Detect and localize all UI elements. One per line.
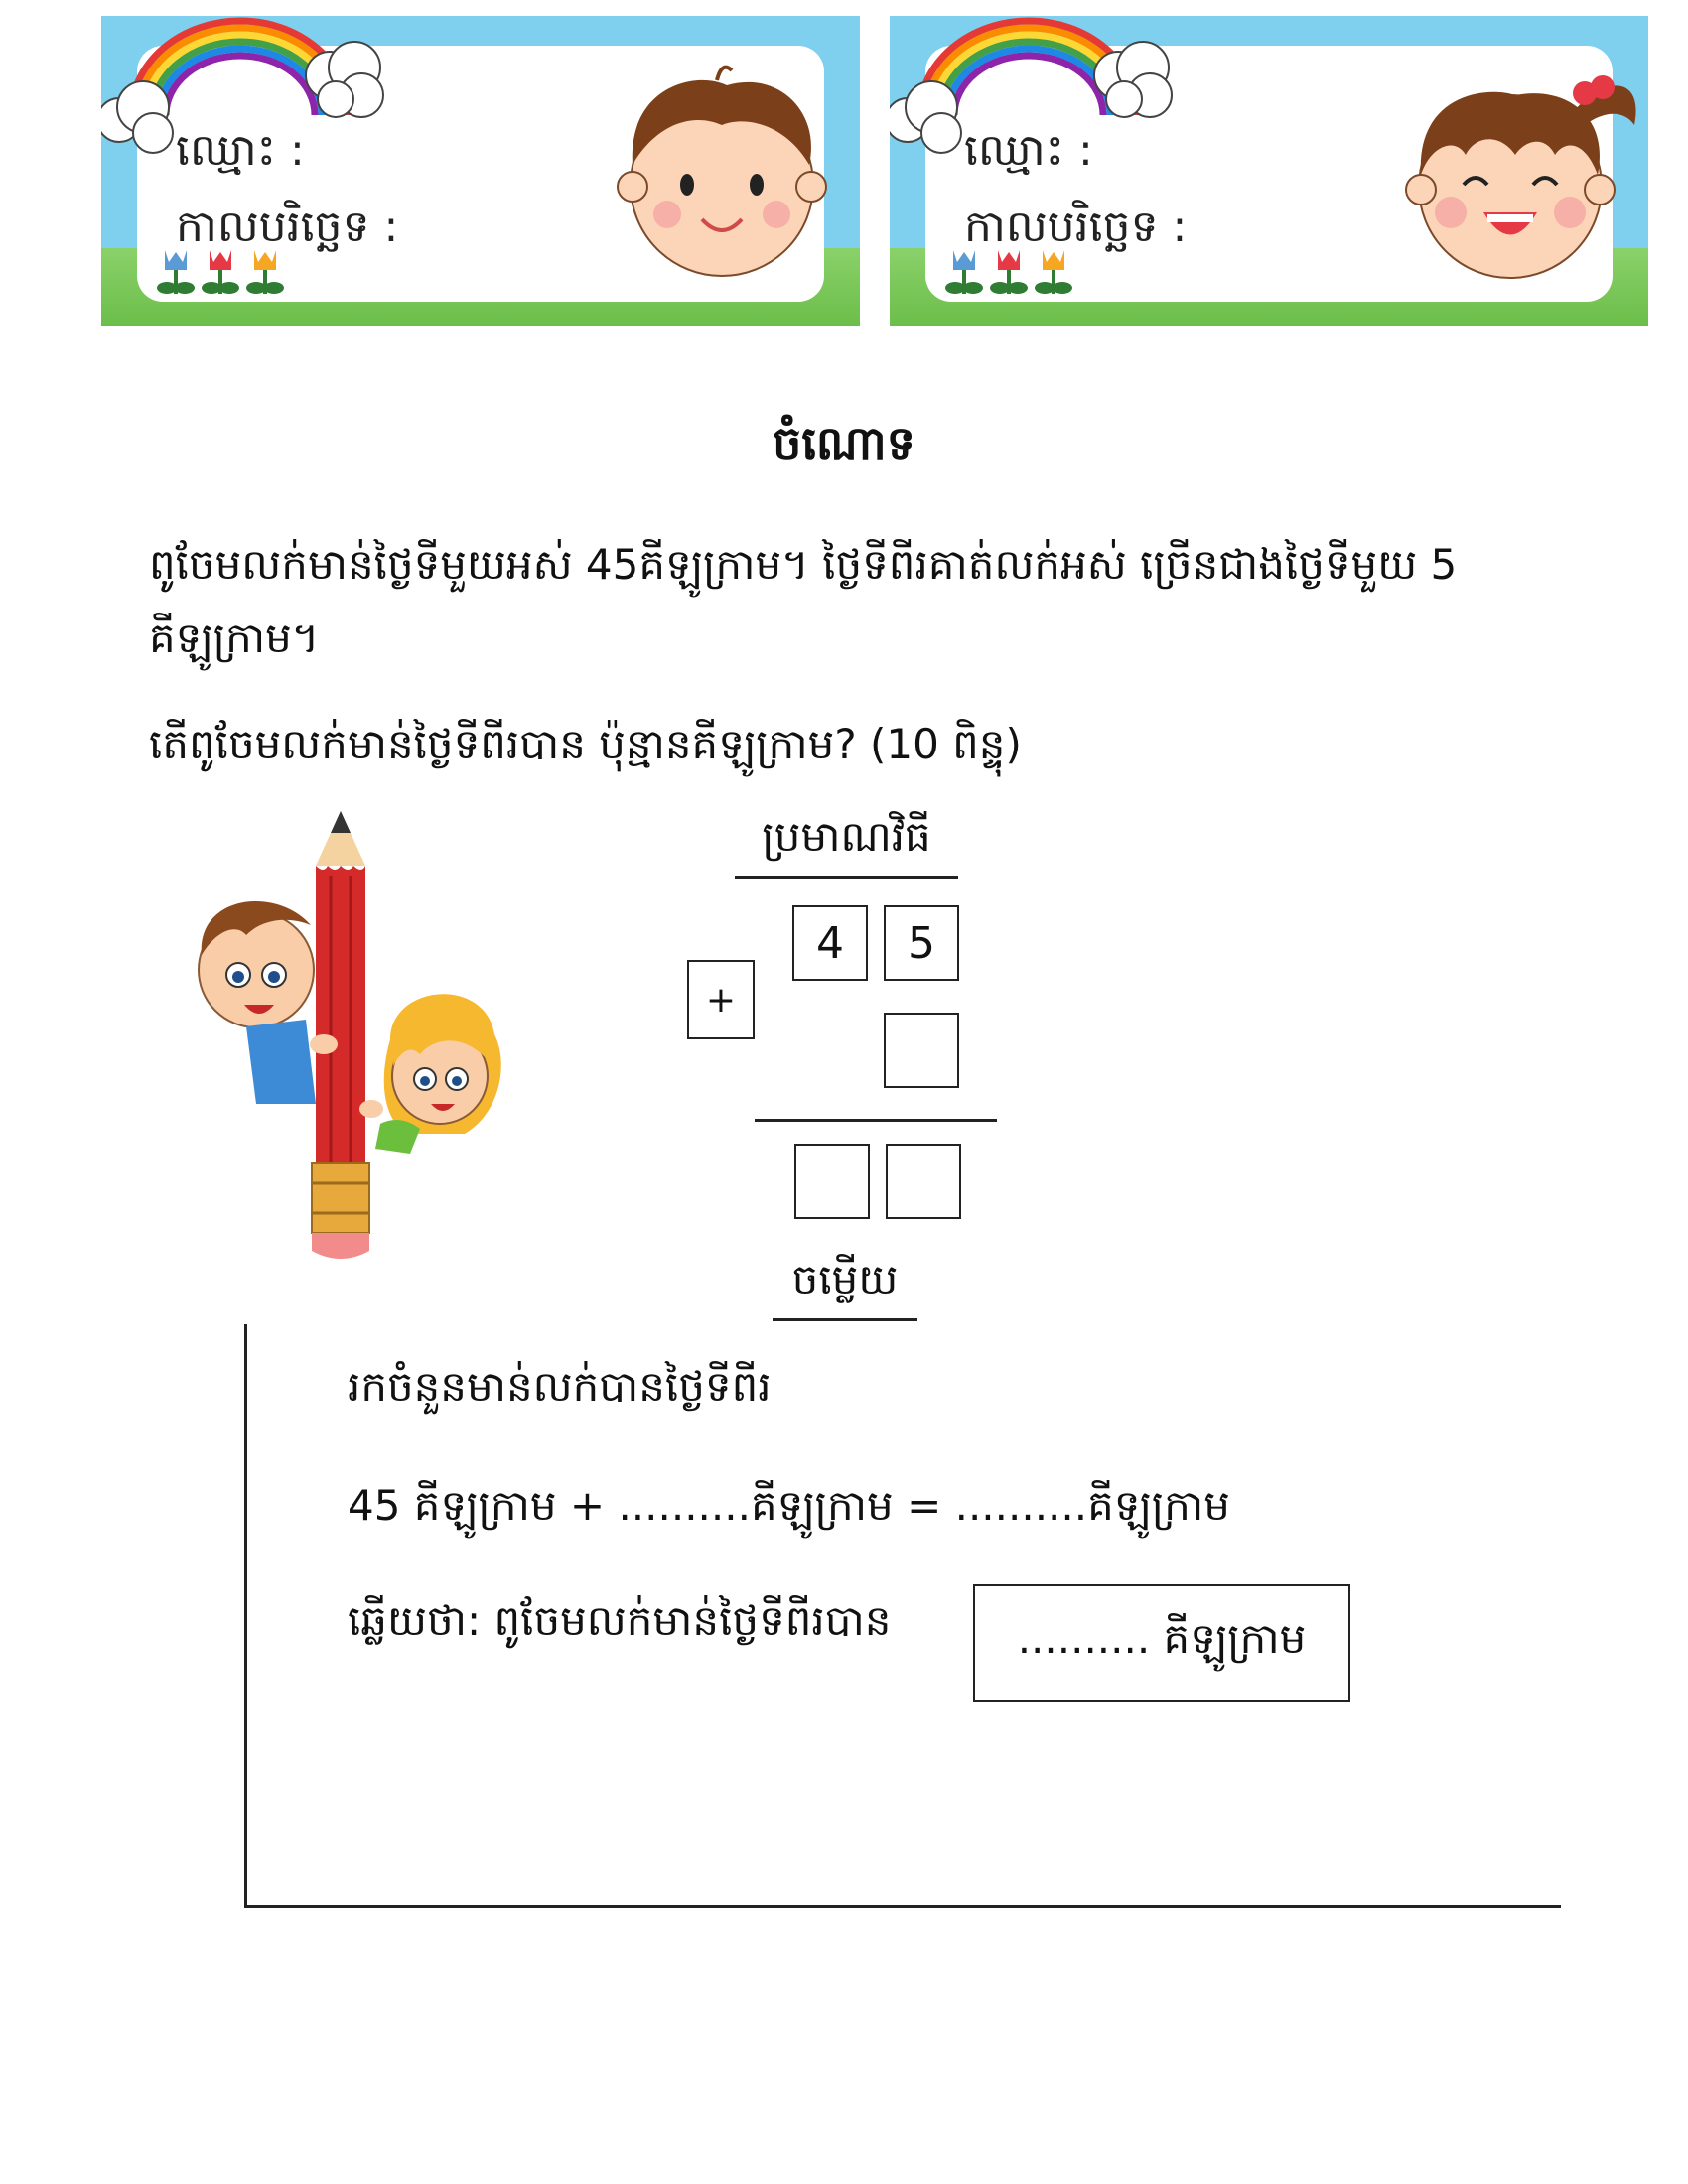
name-label: ឈ្មោះ :: [964, 125, 1093, 176]
method-heading: ប្រមាណវិធី: [735, 810, 958, 879]
answer-sentence: ឆ្លើយថា: ពូចែមលក់មាន់ថ្ងៃទីពីរបាន: [348, 1596, 892, 1645]
find-instruction: រកចំនួនមាន់លក់បានថ្ងៃទីពីរ: [348, 1362, 772, 1411]
name-card-boy: [101, 16, 860, 326]
problem-text: ពូចែមលក់មាន់ថ្ងៃទីមួយអស់ 45គីឡូក្រាម។ ថ្ងៃទីពីរគាត់លក់អស់ ច្រើនជាងថ្ងៃទីមួយ 5 គីឡូក្រាម។: [149, 540, 1458, 662]
addend-tens-box: 4: [792, 905, 868, 981]
name-label: ឈ្មោះ :: [176, 125, 305, 176]
page-title: ចំណោទ: [773, 416, 915, 470]
sum-tens-blank-box[interactable]: [794, 1144, 870, 1219]
answer-frame-bottom-border: [244, 1905, 1561, 1908]
pencil-kids-illustration: [167, 806, 544, 1273]
answer-heading: ចម្លើយ: [773, 1253, 917, 1321]
plus-operator-box: +: [687, 960, 755, 1039]
answer-frame-left-border: [244, 1324, 247, 1908]
sum-ones-blank-box[interactable]: [886, 1144, 961, 1219]
second-addend-blank-box[interactable]: [884, 1013, 959, 1088]
equation-line: 45 គីឡូក្រាម + ..........គីឡូក្រាម = ..........គីឡូក្រាម: [348, 1481, 1230, 1530]
sum-line: [755, 1119, 997, 1122]
question-text: តើពូចែមលក់មាន់ថ្ងៃទីពីរបាន ប៉ុន្មានគីឡូក្រាម? (10 ពិន្ទុ): [149, 720, 1022, 768]
final-answer-box[interactable]: .......... គីឡូក្រាម: [973, 1584, 1350, 1702]
name-card-girl: [890, 16, 1648, 326]
addend-ones-box: 5: [884, 905, 959, 981]
date-label: កាលបរិច្ឆេទ :: [964, 202, 1188, 252]
date-label: កាលបរិច្ឆេទ :: [176, 202, 399, 252]
